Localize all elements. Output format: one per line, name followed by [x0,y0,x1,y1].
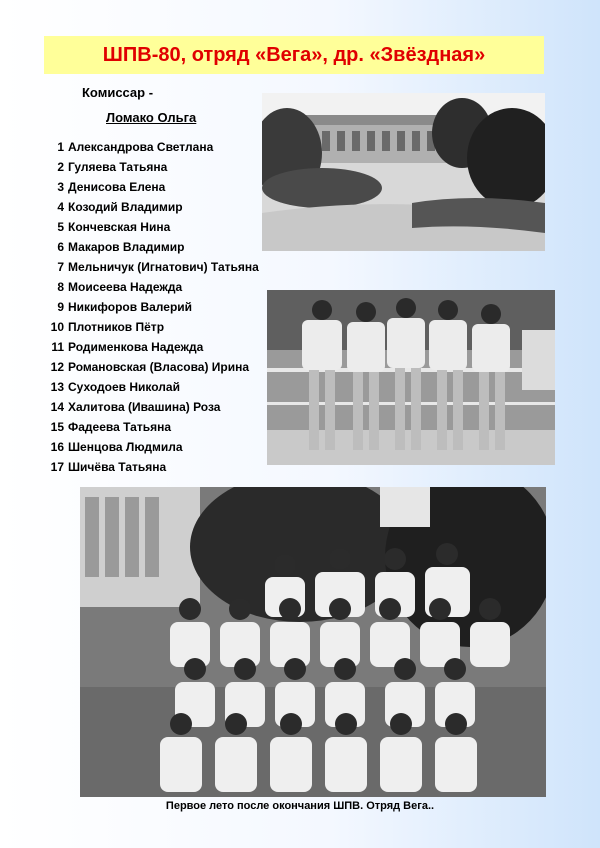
roster-name: Халитова (Ивашина) Роза [68,400,221,414]
roster-item [44,397,259,417]
roster-name: Макаров Владимир [68,240,185,254]
roster-item [44,157,259,177]
roster-item [44,277,259,297]
roster-number: 16 [50,440,64,454]
roster-name: Кончевская Нина [68,220,171,234]
roster-name: Родименкова Надежда [68,340,204,354]
roster-name: Плотников Пётр [68,320,165,334]
roster-item [44,417,259,437]
roster-number: 7 [57,260,64,274]
roster-number: 5 [57,220,64,234]
roster-number: 9 [57,300,64,314]
roster-item [44,177,259,197]
roster-item [44,137,259,157]
roster-name: Романовская (Власова) Ирина [68,360,250,374]
roster-number: 14 [50,400,64,414]
roster-number: 15 [50,420,64,434]
roster-number: 4 [57,200,64,214]
roster-name: Шенцова Людмила [68,440,183,454]
roster-name: Суходоев Николай [68,380,180,394]
commissar-label: Комиссар - [82,85,154,100]
roster-name: Денисова Елена [68,180,166,194]
roster-item [44,257,259,277]
page-title: ШПВ-80, отряд «Вега», др. «Звёздная» [44,36,544,74]
roster-number: 10 [50,320,64,334]
roster-number: 8 [57,280,64,294]
roster-item [44,217,259,237]
roster-item [44,457,259,477]
roster-item [44,377,259,397]
roster-name: Мельничук (Игнатович) Татьяна [68,260,259,274]
photo-caption: Первое лето после окончания ШПВ. Отряд Вега.. [165,800,435,812]
roster-name: Александрова Светлана [68,140,214,154]
roster-item [44,437,259,457]
roster-name: Фадеева Татьяна [68,420,171,434]
roster-list [44,137,259,477]
roster-item [44,297,259,317]
roster-name: Козодий Владимир [68,200,183,214]
roster-item [44,337,259,357]
roster-number: 12 [50,360,64,374]
roster-number: 2 [57,160,64,174]
photo-building [262,93,545,251]
roster-name: Никифоров Валерий [68,300,193,314]
photo-group [80,487,546,797]
roster-number: 1 [57,140,64,154]
roster-number: 13 [50,380,64,394]
photo-five-friends [267,290,555,465]
roster-number: 6 [57,240,64,254]
roster-name: Шичёва Татьяна [68,460,167,474]
roster-name: Моисеева Надежда [68,280,183,294]
roster-number: 11 [51,340,64,354]
roster-item [44,197,259,217]
roster-item [44,357,259,377]
roster-item [44,317,259,337]
roster-item [44,237,259,257]
roster-name: Гуляева Татьяна [68,160,168,174]
commissar-name: Ломако Ольга [106,110,197,125]
roster-number: 17 [50,460,64,474]
roster-number: 3 [57,180,64,194]
